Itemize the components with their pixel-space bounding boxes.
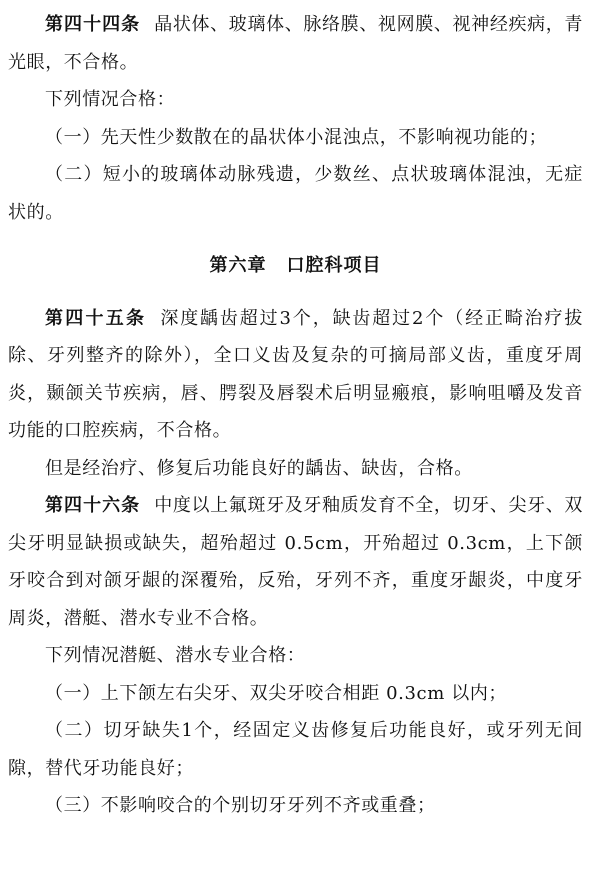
article-45: [8, 300, 583, 450]
article-46-item-2: （二）切牙缺失1个，经固定义齿修复后功能良好，或牙列无间隙，替代牙功能良好；: [8, 720, 583, 779]
article-46-text: 中度以上氟斑牙及牙釉质发育不全，切牙、尖牙、双尖牙明显缺损或缺失，超殆超过 0.5cm，开殆超过 0.3cm，上下颌牙咬合到对颌牙龈的深覆殆，反殆，牙列不齐，重度牙龈炎，中度牙周炎，潜艇、潜水专业不合格。: [8, 495, 583, 629]
article-46: [8, 487, 583, 637]
article-44-item-2: （二）短小的玻璃体动脉残遗，少数丝、点状玻璃体混浊，无症状的。: [8, 164, 583, 223]
article-45-exception: 但是经治疗、修复后功能良好的龋齿、缺齿，合格。: [45, 457, 473, 479]
chapter-heading: [8, 247, 583, 285]
article-44-text: 晶状体、玻璃体、脉络膜、视网膜、视神经疾病，青光眼，不合格。: [8, 14, 583, 73]
article-44: [8, 6, 583, 81]
article-46-item-1: （一）上下颌左右尖牙、双尖牙咬合相距 0.3cm 以内；: [45, 682, 508, 704]
article-44-item-1: （一）先天性少数散在的晶状体小混浊点，不影响视功能的；: [45, 126, 548, 148]
article-46-qualify-intro: 下列情况潜艇、潜水专业合格：: [45, 645, 306, 666]
article-45-number: 第四十五条: [45, 307, 147, 329]
article-46-item-3: （三）不影响咬合的个别切牙牙列不齐或重叠；: [45, 795, 436, 816]
article-44-qualify-intro: 下列情况合格：: [45, 89, 176, 110]
chapter-number: 第六章: [209, 255, 267, 276]
article-46-number: 第四十六条: [45, 495, 141, 516]
chapter-title: 口腔科项目: [286, 255, 382, 276]
article-44-number: 第四十四条: [45, 14, 141, 35]
article-45-text: 深度龋齿超过3个，缺齿超过2个（经正畸治疗拔除、牙列整齐的除外），全口义齿及复杂的可摘局部义齿，重度牙周炎，颞颌关节疾病，唇、腭裂及唇裂术后明显瘢痕，影响咀嚼及发音功能的口腔疾病，不合格。: [8, 307, 583, 441]
